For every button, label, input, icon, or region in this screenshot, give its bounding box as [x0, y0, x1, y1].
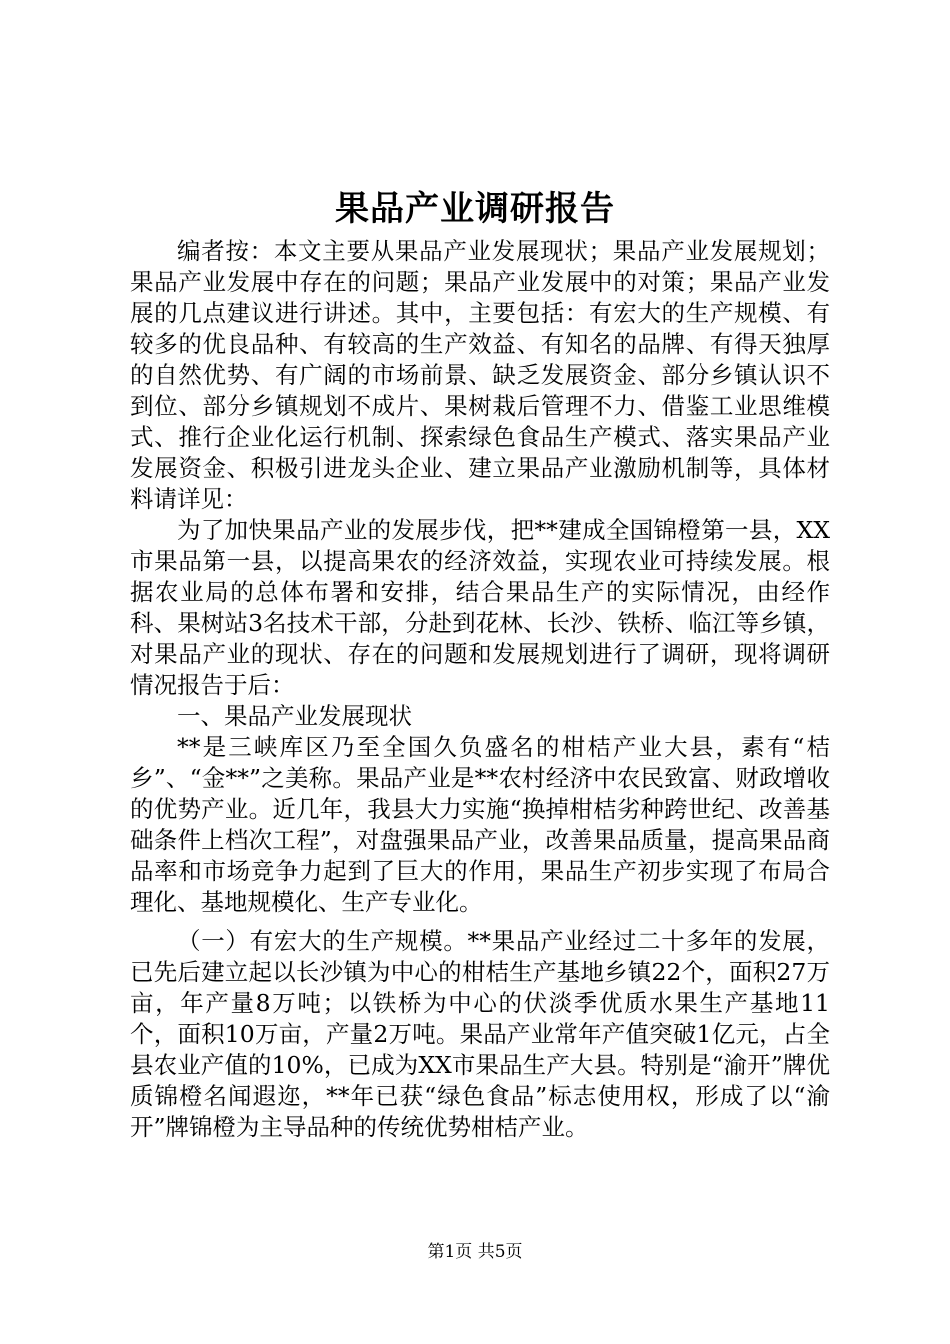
- intro-paragraph: 为了加快果品产业的发展步伐，把**建成全国锦橙第一县，XX市果品第一县，以提高果农的经济效益，实现农业可持续发展。根据农业局的总体布署和安排，结合果品生产的实际情况，由经作科、果树站3名技术干部，分赴到花林、长沙、铁桥、临江等乡镇，对果品产业的现状、存在的问题和发展规划进行了调研，现将调研情况报告于后：: [130, 516, 830, 699]
- page-footer: 第1页 共5页: [427, 1242, 523, 1262]
- editor-note-paragraph: 编者按：本文主要从果品产业发展现状；果品产业发展规划；果品产业发展中存在的问题；果品产业发展中的对策；果品产业发展的几点建议进行讲述。其中，主要包括：有宏大的生产规模、有较多的优良品种、有较高的生产效益、有知名的品牌、有得天独厚的自然优势、有广阔的市场前景、缺乏发展资金、部分乡镇认识不到位、部分乡镇规划不成片、果树栽后管理不力、借鉴工业思维模式、推行企业化运行机制、探索绿色食品生产模式、落实果品产业发展资金、积极引进龙头企业、建立果品产业激励机制等，具体材料请详见：: [130, 237, 830, 513]
- status-paragraph: **是三峡库区乃至全国久负盛名的柑桔产业大县，素有“桔乡”、“金**”之美称。果品产业是**农村经济中农民致富、财政增收的优势产业。近几年，我县大力实施“换掉柑桔劣种跨世纪、改善基础条件上档次工程”，对盘强果品产业，改善果品质量，提高果品商品率和市场竞争力起到了巨大的作用，果品生产初步实现了布局合理化、基地规模化、生产专业化。: [130, 733, 830, 916]
- document-title: 果品产业调研报告: [335, 189, 615, 229]
- scale-paragraph: （一）有宏大的生产规模。**果品产业经过二十多年的发展，已先后建立起以长沙镇为中心的柑桔生产基地乡镇22个，面积27万亩，年产量8万吨；以铁桥为中心的伏淡季优质水果生产基地11个，面积10万亩，产量2万吨。果品产业常年产值突破1亿元，占全县农业产值的10%，已成为XX市果品生产大县。特别是“渝开”牌优质锦橙名闻遐迩，**年已获“绿色食品”标志使用权，形成了以“渝开”牌锦橙为主导品种的传统优势柑桔产业。: [130, 927, 830, 1141]
- section-heading: 一、果品产业发展现状: [177, 702, 412, 730]
- document-body: [130, 236, 830, 1143]
